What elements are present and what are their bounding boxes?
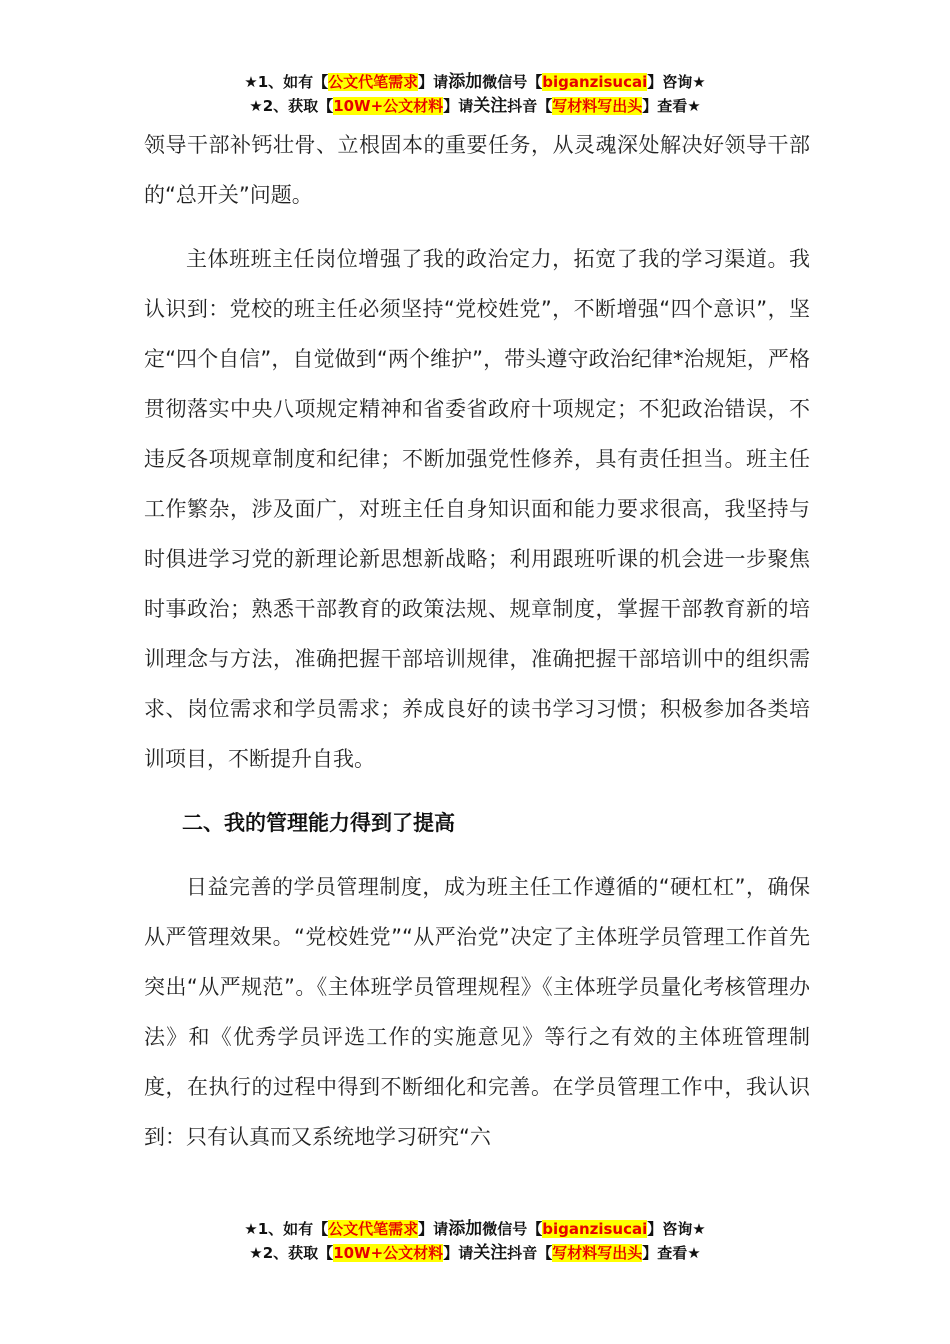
banner-text: 】请 [443, 97, 474, 115]
highlight-text: 公文代笔需求 [328, 1220, 419, 1238]
banner-line-2 [0, 1241, 950, 1265]
banner-text: 抖音【 [507, 97, 553, 115]
banner-line-2 [0, 94, 950, 118]
section-heading: 二、我的管理能力得到了提高 [182, 811, 455, 835]
wechat-id: biganzisucai [542, 73, 648, 91]
emphasis-text: 关注 [473, 96, 508, 116]
banner-text: 微信号【 [482, 73, 543, 91]
emphasis-text: 关注 [473, 1243, 508, 1263]
banner-text: 】查看★ [642, 97, 701, 115]
paragraph-political: 主体班班主任岗位增强了我的政治定力，拓宽了我的学习渠道。我认识到：党校的班主任必须坚持“党校姓党”，不断增强“四个意识”，坚定“四个自信”，自觉做到“两个维护”，带头遵守政治纪律*治规矩，严格贯彻落实中央八项规定精神和省委省政府十项规定；不犯政治错误，不违反各项规章制度和纪律；不断加强党性修养，具有责任担当。班主任工作繁杂，涉及面广，对班主任自身知识面和能力要求很高，我坚持与时俱进学习党的新理论新思想新战略；利用跟班听课的机会进一步聚焦时事政治；熟悉干部教育的政策法规、规章制度，掌握干部教育新的培训理念与方法，准确把握干部培训规律，准确把握干部培训中的组织需求、岗位需求和学员需求；养成良好的读书学习习惯；积极参加各类培训项目，不断提升自我。 [144, 247, 810, 771]
banner-text: ★2、获取【 [249, 1244, 334, 1262]
douyin-account: 写材料写出头 [552, 1244, 643, 1262]
banner-text: 】咨询★ [647, 73, 706, 91]
banner-text: ★2、获取【 [249, 97, 334, 115]
banner-text: 】查看★ [642, 1244, 701, 1262]
banner-text: 】请 [418, 73, 449, 91]
banner-text: 】请 [443, 1244, 474, 1262]
highlight-text: 10W+公文材料 [333, 97, 444, 115]
banner-text: 微信号【 [482, 1220, 543, 1238]
banner-text: 】咨询★ [647, 1220, 706, 1238]
douyin-account: 写材料写出头 [552, 97, 643, 115]
banner-text: 】请 [418, 1220, 449, 1238]
banner-line-1 [0, 70, 950, 94]
banner-text: ★1、如有【 [244, 1220, 329, 1238]
wechat-id: biganzisucai [542, 1220, 648, 1238]
banner-text: 抖音【 [507, 1244, 553, 1262]
highlight-text: 10W+公文材料 [333, 1244, 444, 1262]
bottom-banner [0, 1217, 950, 1265]
paragraph-management: 日益完善的学员管理制度，成为班主任工作遵循的“硬杠杠”，确保从严管理效果。“党校姓党”“从严治党”决定了主体班学员管理工作首先突出“从严规范”。《主体班学员管理规程》《主体班学员量化考核管理办法》和《优秀学员评选工作的实施意见》等行之有效的主体班管理制度，在执行的过程中得到不断细化和完善。在学员管理工作中，我认识到：只有认真而又系统地学习研究“六 [144, 875, 810, 1149]
banner-text: ★1、如有【 [244, 73, 329, 91]
emphasis-text: 添加 [448, 1219, 483, 1239]
top-banner [0, 70, 950, 118]
emphasis-text: 添加 [448, 72, 483, 92]
highlight-text: 公文代笔需求 [328, 73, 419, 91]
document-body [144, 120, 810, 1162]
banner-line-1 [0, 1217, 950, 1241]
paragraph-continued: 领导干部补钙壮骨、立根固本的重要任务，从灵魂深处解决好领导干部的“总开关”问题。 [144, 133, 810, 207]
